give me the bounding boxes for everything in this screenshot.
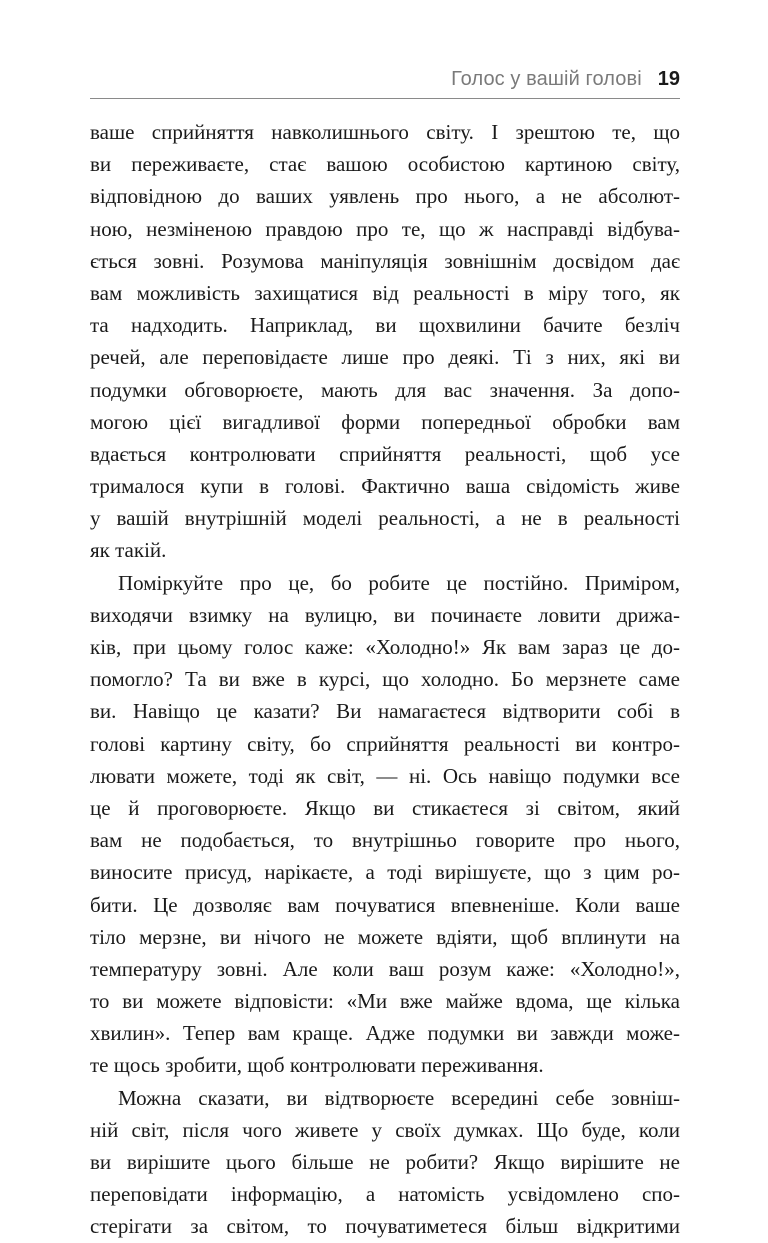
text-line: те щось зробити, щоб контролювати переживання. [90,1053,544,1078]
text-line: як такій. [90,538,167,563]
text-line: Можна сказати, ви відтворюєте всередині себе зовніш- [118,1085,680,1110]
text-line: помогло? Та ви вже в курсі, що холодно. Бо мерзнете саме [90,667,680,692]
text-line: відповідною до ваших уявлень про нього, а не абсолют- [90,184,680,209]
running-header [90,68,680,99]
paragraph [90,567,680,1082]
text-line: речей, але переповідаєте лише про деякі. Ті з них, які ви [90,345,680,370]
text-line: ною, незміненою правдою про те, що ж насправді відбува- [90,216,680,241]
text-line: вам можливість захищатися від реальності в міру того, як [90,280,680,305]
text-line: ваше сприйняття навколишнього світу. І зрештою те, що [90,120,680,144]
text-line: вам не подобається, то внутрішньо говорите про нього, [90,828,680,853]
text-line: бити. Це дозволяє вам почуватися впевненіше. Коли ваше [90,892,680,917]
text-line: виносите присуд, нарікаєте, а тоді вирішуєте, що з цим ро- [90,860,680,885]
text-line: ви. Навіщо це казати? Ви намагаєтеся відтворити собі в [90,699,680,724]
text-line: виходячи взимку на вулицю, ви починаєте ловити дрижа- [90,602,680,627]
text-line: лювати можете, тоді як світ, — ні. Ось навіщо подумки все [90,763,680,788]
text-line: трималося купи в голові. Фактично ваша свідомість живе [90,474,680,499]
text-line: хвилин». Тепер вам краще. Адже подумки ви завжди може- [90,1021,680,1046]
paragraph [90,1082,680,1243]
text-line: та надходить. Наприклад, ви щохвилини бачите безліч [90,313,680,338]
text-line: голові картину світу, бо сприйняття реальності ви контро- [90,731,680,756]
body-text [90,116,680,1243]
text-line: Поміркуйте про це, бо робите це постійно. Приміром, [118,570,680,595]
text-line: подумки обговорюєте, мають для вас значення. За допо- [90,377,680,402]
text-line: могою цієї вигадливої форми попередньої обробки вам [90,409,680,434]
text-line: ви переживаєте, стає вашою особистою картиною світу, [90,152,680,177]
text-line: переповідати інформацію, а натомість усвідомлено спо- [90,1182,680,1207]
paragraph [90,116,680,567]
text-line: ків, при цьому голос каже: «Холодно!» Як вам зараз це до- [90,635,680,659]
text-line: ється зовні. Розумова маніпуляція зовнішнім досвідом дає [90,248,680,273]
text-line: то ви можете відповісти: «Ми вже майже вдома, ще кілька [90,989,680,1014]
page-number: 19 [657,68,680,90]
text-line: вдається контролювати сприйняття реальності, щоб усе [90,441,680,466]
text-line: ви вирішите цього більше не робити? Якщо вирішите не [90,1150,680,1174]
text-line: стерігати за світом, то почуватиметеся більш відкритими [90,1214,680,1239]
running-header-title: Голос у вашій голові [451,68,642,90]
text-line: ній світ, після чого живете у своїх думках. Що буде, коли [90,1117,680,1142]
text-line: температуру зовні. Але коли ваш розум каже: «Холодно!», [90,956,680,981]
text-line: тіло мерзне, ви нічого не можете вдіяти, щоб вплинути на [90,924,680,949]
text-line: у вашій внутрішній моделі реальності, а не в реальності [90,506,680,531]
text-line: це й проговорюєте. Якщо ви стикаєтеся зі світом, який [90,795,680,820]
